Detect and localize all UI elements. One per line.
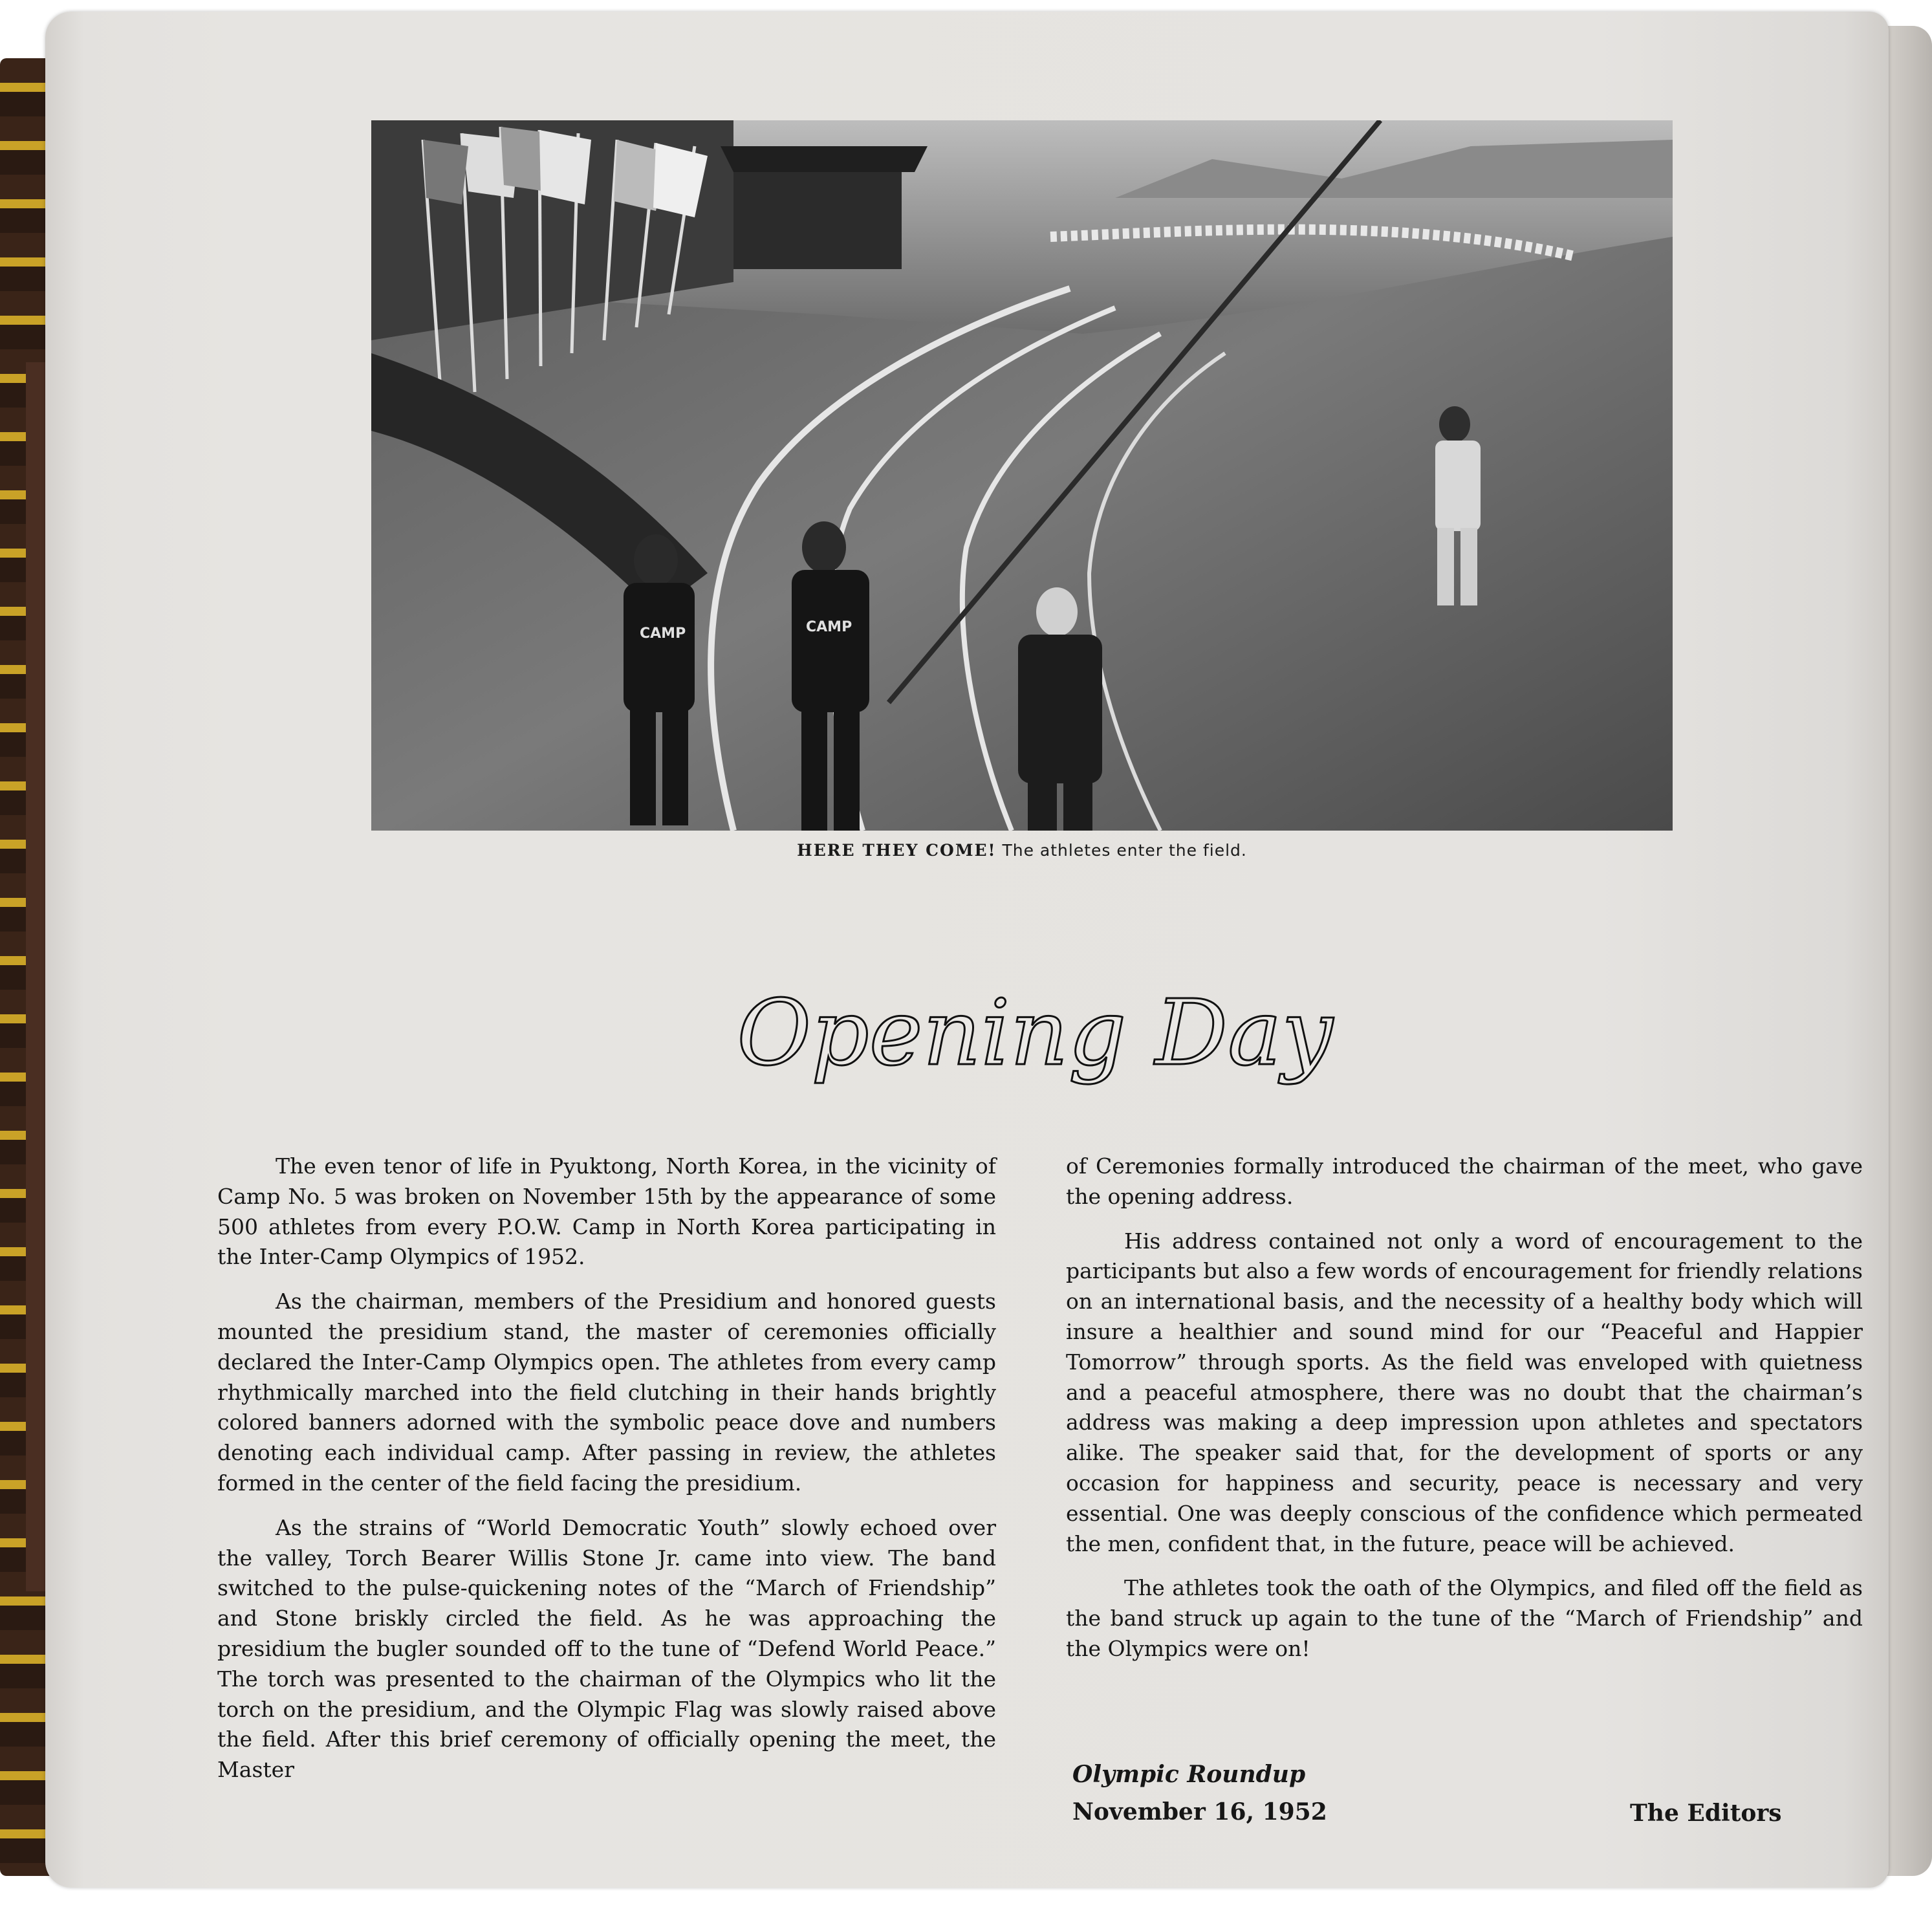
article-column-left — [217, 1151, 996, 1800]
paragraph: As the strains of “World Democratic Youth” slowly echoed over the valley, Torch Bearer Willis Stone Jr. came into view. The band switched to the pulse-quickening notes of the “March of Friendship” and Stone briskly circled the field. As he was approaching the presidium the bugler sounded off to the tune of “Defend World Peace.” The torch was presented to the chairman of the Olympics who lit the torch on the presidium, and the Olympic Flag was slowly raised above the field. After this brief ceremony of officially opening the meet, the Master — [217, 1514, 996, 1783]
editors-signature: The Editors — [1630, 1800, 1782, 1827]
jersey-label: CAMP — [640, 626, 686, 642]
caption-headline: HERE THEY COME! — [797, 841, 997, 860]
title-lettering — [647, 977, 1423, 1087]
paragraph: of Ceremonies formally introduced the chairman of the meet, who gave the opening address. — [1066, 1153, 1863, 1209]
title-text: Opening Day — [737, 981, 1333, 1086]
presidium-stand — [733, 159, 902, 269]
publication-date: November 16, 1952 — [1072, 1798, 1327, 1825]
article-column-right — [1066, 1151, 1863, 1679]
paragraph: As the chairman, members of the Presidium and honored guests mounted the presidium stand, the master of ceremonies officially declared the Inter-Camp Olympics open. The athletes from every camp rhythmically marched into the field clutching in their hands brightly colored banners adorned with the symbolic peace dove and numbers denoting each individual camp. After passing in review, the athletes formed in the center of the field facing the presidium. — [217, 1289, 996, 1496]
presidium-roof — [721, 146, 928, 172]
paragraph: The athletes took the oath of the Olympics, and filed off the field as the band struck up again to the tune of the “March of Friendship” and the Olympics were on! — [1066, 1575, 1863, 1661]
paragraph: The even tenor of life in Pyuktong, North Korea, in the vicinity of Camp No. 5 was broken on November 15th by the appearance of some 500 athletes from every P.O.W. Camp in North Korea participating in the Inter-Camp Olympics of 1952. — [217, 1153, 996, 1270]
jersey-label: CAMP — [806, 619, 852, 635]
athletes-photo — [371, 120, 1673, 831]
article-title — [647, 977, 1423, 1087]
photo-caption — [371, 841, 1673, 860]
publication-name: Olympic Roundup — [1072, 1761, 1306, 1788]
caption-text: The athletes enter the field. — [1002, 841, 1247, 860]
paragraph: His address contained not only a word of encouragement to the participants but also a few words of encouragement for friendly relations on an international basis, and the necessity of a healthy body which will insure a healthier and sound mind for our “Peaceful and Happier Tomorrow” through sports. As the field was enveloped with quietness and a peaceful atmosphere, there was no doubt that the chairman’s address was making a deep impression upon athletes and spectators alike. The speaker said that, for the development of sports or any occasion for happiness and security, peace is necessary and very essential. One was deeply conscious of the confidence which permeated the men, confident that, in the future, peace will be achieved. — [1066, 1228, 1863, 1556]
photo-illustration — [371, 120, 1673, 831]
